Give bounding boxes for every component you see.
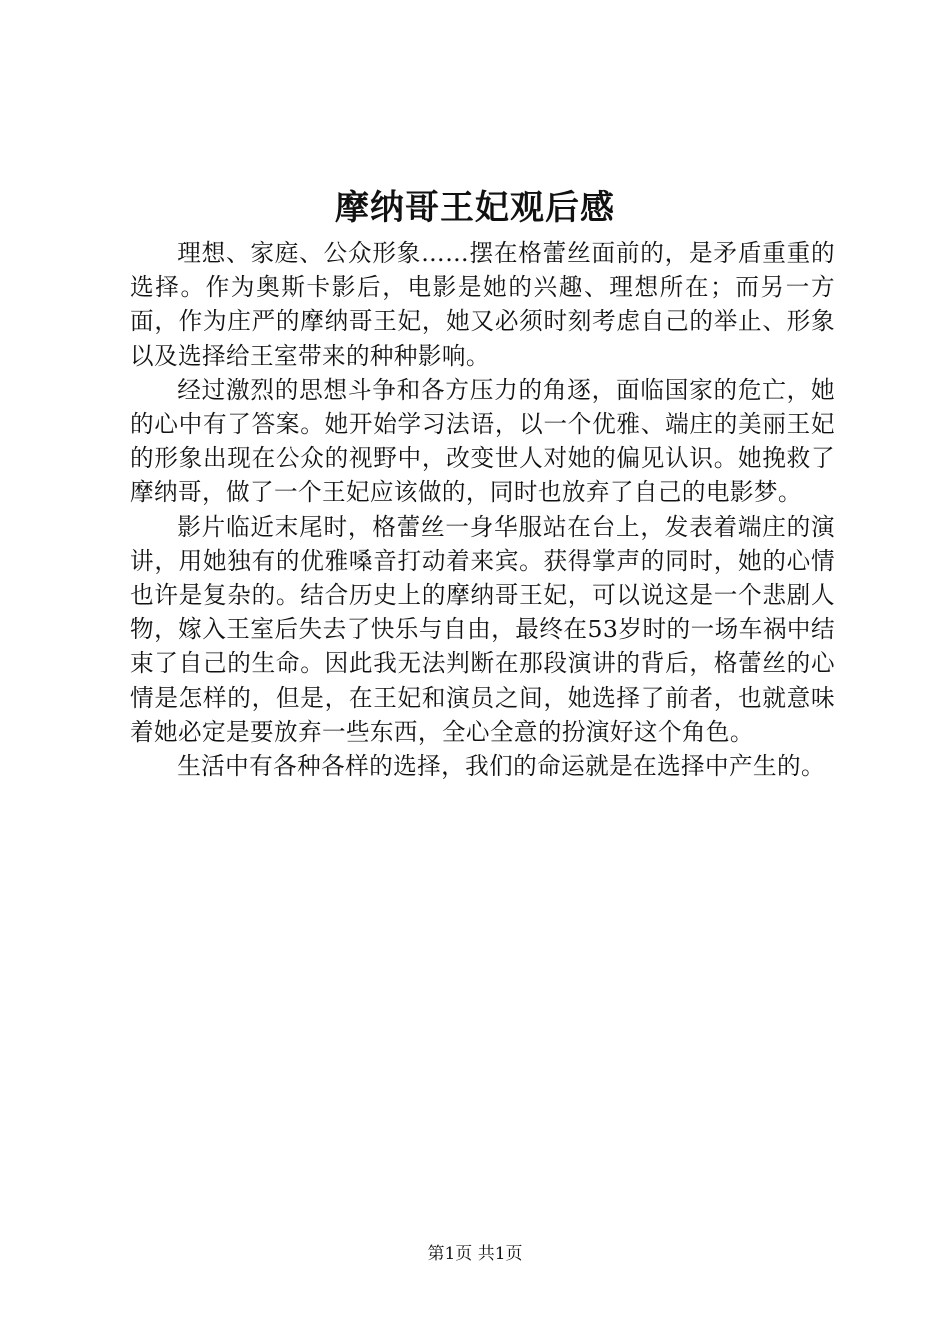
page-number-footer: 第1页 共1页: [427, 1244, 523, 1264]
document-title: 摩纳哥王妃观后感: [335, 188, 615, 228]
paragraph-1: 理想、家庭、公众形象……摆在格蕾丝面前的，是矛盾重重的选择。作为奥斯卡影后，电影是她的兴趣、理想所在；而另一方面，作为庄严的摩纳哥王妃，她又必须时刻考虑自己的举止、形象以及选择给王室带来的种种影响。: [130, 239, 835, 370]
paragraph-2: 经过激烈的思想斗争和各方压力的角逐，面临国家的危亡，她的心中有了答案。她开始学习法语，以一个优雅、端庄的美丽王妃的形象出现在公众的视野中，改变世人对她的偏见认识。她挽救了摩纳哥，做了一个王妃应该做的，同时也放弃了自己的电影梦。: [130, 375, 835, 507]
document-body: [130, 236, 835, 783]
paragraph-3: 影片临近末尾时，格蕾丝一身华服站在台上，发表着端庄的演讲，用她独有的优雅嗓音打动着来宾。获得掌声的同时，她的心情也许是复杂的。结合历史上的摩纳哥王妃，可以说这是一个悲剧人物，嫁入王室后失去了快乐与自由，最终在53岁时的一场车祸中结束了自己的生命。因此我无法判断在那段演讲的背后，格蕾丝的心情是怎样的，但是，在王妃和演员之间，她选择了前者，也就意味着她必定是要放弃一些东西，全心全意的扮演好这个角色。: [130, 512, 835, 746]
paragraph-4: 生活中有各种各样的选择，我们的命运就是在选择中产生的。: [177, 752, 826, 781]
